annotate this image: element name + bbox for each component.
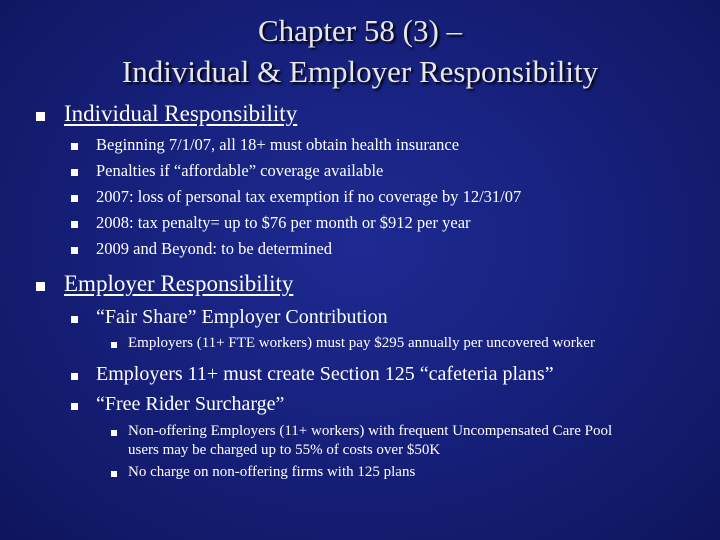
square-bullet-icon bbox=[71, 195, 78, 202]
free-rider-detail-line-2: users may be charged up to 55% of costs over $50K bbox=[128, 442, 441, 458]
square-bullet-icon bbox=[71, 247, 78, 254]
individual-item-1: Beginning 7/1/07, all 18+ must obtain health insurance bbox=[96, 135, 460, 154]
square-bullet-icon bbox=[71, 316, 78, 323]
slide-title-line-1: Chapter 58 (3) – bbox=[257, 13, 463, 48]
individual-item-3: 2007: loss of personal tax exemption if no coverage by 12/31/07 bbox=[96, 187, 522, 206]
square-bullet-icon bbox=[71, 373, 78, 380]
square-bullet-icon bbox=[71, 143, 78, 150]
free-rider-detail-2: No charge on non-offering firms with 125 plans bbox=[128, 464, 416, 480]
square-bullet-icon bbox=[111, 430, 117, 436]
free-rider-detail-line-1: Non-offering Employers (11+ workers) with frequent Uncompensated Care Pool bbox=[128, 423, 613, 439]
fair-share-detail: Employers (11+ FTE workers) must pay $295 annually per uncovered worker bbox=[128, 335, 595, 351]
fair-share-item: “Fair Share” Employer Contribution bbox=[96, 306, 388, 328]
individual-item-5: 2009 and Beyond: to be determined bbox=[96, 239, 332, 258]
slide-title-line-2: Individual & Employer Responsibility bbox=[121, 54, 599, 89]
free-rider-item: “Free Rider Surcharge” bbox=[96, 393, 285, 415]
square-bullet-icon bbox=[71, 221, 78, 228]
square-bullet-icon bbox=[71, 169, 78, 176]
cafeteria-plan-item: Employers 11+ must create Section 125 “cafeteria plans” bbox=[96, 363, 554, 385]
square-bullet-icon bbox=[111, 342, 117, 348]
individual-item-4: 2008: tax penalty= up to $76 per month or $912 per year bbox=[96, 213, 471, 232]
individual-heading: Individual Responsibility bbox=[64, 101, 298, 126]
square-bullet-icon bbox=[71, 403, 78, 410]
square-bullet-icon bbox=[111, 471, 117, 477]
employer-heading: Employer Responsibility bbox=[64, 271, 294, 296]
square-bullet-icon bbox=[36, 112, 45, 121]
square-bullet-icon bbox=[36, 282, 45, 291]
slide-title bbox=[0, 10, 720, 92]
individual-item-2: Penalties if “affordable” coverage available bbox=[96, 161, 384, 180]
